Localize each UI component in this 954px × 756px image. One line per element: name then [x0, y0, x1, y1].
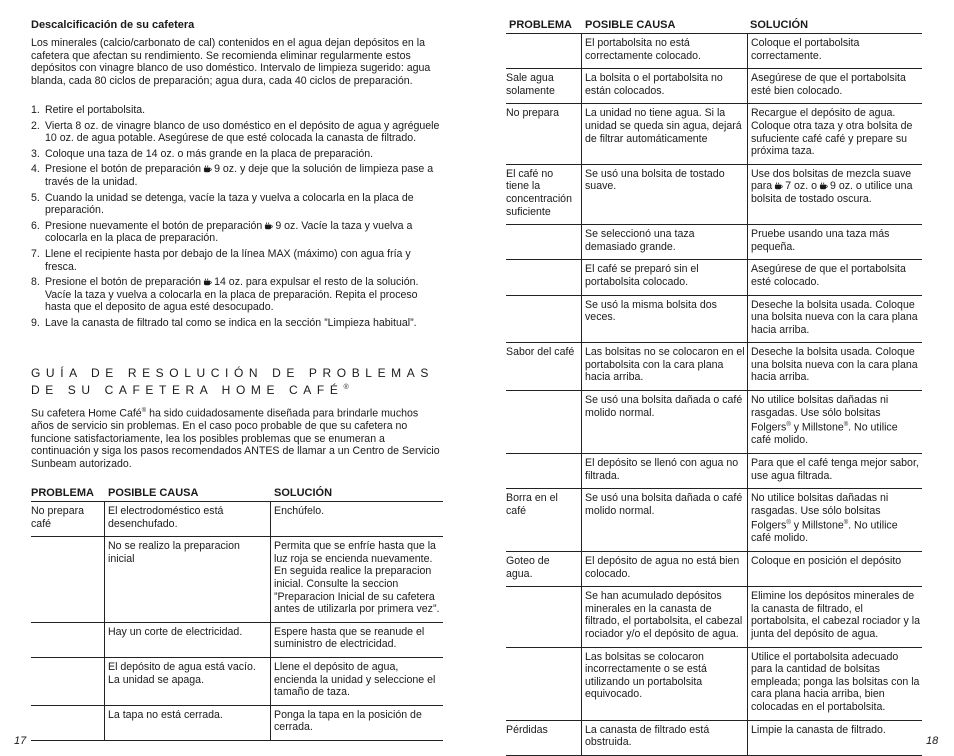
page-number-right: 18: [926, 735, 939, 747]
table-row: [506, 104, 922, 164]
cause-cell: Se usó una bolsita dañada o café molido normal.: [582, 489, 748, 551]
step-item: [31, 248, 443, 273]
table-row: [506, 225, 922, 260]
solution-cell: Espere hasta que se reanude el suministro de electricidad.: [274, 625, 425, 651]
troubleshooting-table-left: [31, 485, 443, 741]
problem-cell: [506, 587, 582, 646]
cause-cell: Se seleccionó una taza demasiado grande.: [582, 225, 748, 259]
cause-cell: No se realizo la preparacion inicial: [105, 537, 271, 622]
table-row: [31, 658, 443, 706]
table-row: [506, 260, 922, 295]
step-item: [31, 276, 443, 314]
solution-cell: Pruebe usando una taza más pequeña.: [751, 228, 890, 253]
coffee-cup-icon: [203, 165, 212, 173]
solution-cell: Deseche la bolsita usada. Coloque una bolsita nueva con la cara plana hacia arriba.: [751, 346, 918, 384]
solution-cell: [748, 391, 922, 453]
solution-cell: Llene el depósito de agua, encienda la unidad y seleccione el tamaño de taza.: [274, 660, 436, 699]
cause-cell: Se usó una bolsita de tostado suave.: [582, 165, 748, 224]
cause-cell: El depósito de agua está vacío. La unidad se apaga.: [105, 658, 271, 705]
cause-cell: Se han acumulado depósitos minerales en la canasta de filtrado, el portabolsita, el cabezal rociador y/o el depósito de agua.: [582, 587, 748, 646]
descaling-intro: Los minerales (calcio/carbonato de cal) contenidos en el agua dejan depósitos en la cafetera que afectan su rendimiento. Se recomienda eliminar regularmente estos depósitos con vinagre blanco de uso doméstico. Intervalo de limpieza sugerido: agua blanda, cada 80 ciclos de preparación; agua dura, cada 40 ciclos de preparación.: [31, 37, 431, 87]
step-number: 4.: [31, 163, 40, 176]
registered-mark: ®: [843, 422, 849, 429]
problem-cell: [31, 537, 105, 622]
solution-cell: Asegúrese de que el portabolsita esté bien colocado.: [751, 72, 906, 97]
step-item: [31, 120, 443, 145]
solution-cell: Elimine los depósitos minerales de la canasta de filtrado, el portabolsita, el cabezal rociador y la junta del depósito de agua.: [751, 590, 921, 641]
table-row: [506, 721, 922, 756]
table-row: [506, 552, 922, 587]
step-text: Vierta 8 oz. de vinagre blanco de uso doméstico en el depósito de agua y agréguele 10 oz. de agua potable. Asegúrese de que esté colocada la canasta de filtrado.: [45, 119, 440, 145]
step-text: 9 oz. y deje que la solución de limpieza pase a través de la unidad.: [45, 163, 434, 188]
step-item: [31, 317, 443, 330]
cause-cell: Se usó una bolsita dañada o café molido normal.: [582, 391, 748, 453]
intro-text: Su cafetera Home Café: [31, 407, 142, 420]
table-row: [31, 623, 443, 658]
cause-cell: El depósito se llenó con agua no filtrada.: [582, 454, 748, 488]
step-number: 1.: [31, 104, 40, 116]
solution-text: 9 oz. o utilice una bolsita de tostado oscura.: [751, 180, 913, 205]
coffee-cup-icon: [819, 182, 828, 190]
step-number: 6.: [31, 219, 40, 232]
problem-cell: Pérdidas: [506, 721, 582, 755]
table-row: [506, 587, 922, 647]
table-row: [506, 69, 922, 104]
problem-cell: Sabor del café: [506, 343, 582, 390]
troubleshooting-title-line2: DE SU CAFETERA HOME CAFÉ: [31, 382, 344, 397]
header-solution: SOLUCIÓN: [274, 487, 333, 499]
solution-text: No utilice bolsitas dañadas ni rasgadas. Use sólo bolsitas Folgers: [751, 492, 889, 532]
step-text: Llene el recipiente hasta por debajo de la línea MAX (máximo) con agua fría y fresca.: [45, 247, 411, 273]
solution-text: y Millstone: [790, 519, 844, 532]
step-number: 5.: [31, 191, 40, 204]
header-cause: POSIBLE CAUSA: [108, 487, 199, 499]
solution-cell: Utilice el portabolsita adecuado para la cantidad de bolsitas empleada; ponga las bolsitas con la cara plana hacia arriba, bien colocadas en el portabolsita.: [751, 650, 920, 713]
problem-cell: [506, 260, 582, 294]
coffee-cup-icon: [203, 278, 212, 286]
table-row: [506, 165, 922, 225]
step-text: 9 oz. Vacíe la taza y vuelva a colocarla en la placa de preparación.: [45, 219, 413, 245]
problem-cell: [31, 623, 105, 657]
table-row: [31, 706, 443, 741]
cause-cell: El portabolsita no está correctamente colocado.: [582, 34, 748, 68]
solution-text: y Millstone: [790, 421, 844, 434]
solution-text: 7 oz. o: [785, 180, 818, 193]
problem-cell: [506, 34, 582, 68]
problem-cell: [506, 391, 582, 453]
troubleshooting-title: [31, 366, 434, 397]
header-solution: SOLUCIÓN: [750, 19, 809, 31]
solution-text: No utilice bolsitas dañadas ni rasgadas. Use sólo bolsitas Folgers: [751, 394, 889, 434]
problem-cell: El café no tiene la concentración suficiente: [506, 165, 582, 224]
table-row: [506, 489, 922, 552]
table-row: [506, 343, 922, 391]
descaling-steps: [31, 104, 443, 333]
cause-cell: Hay un corte de electricidad.: [105, 623, 271, 657]
problem-cell: [506, 296, 582, 343]
solution-cell: Deseche la bolsita usada. Coloque una bolsita nueva con la cara plana hacia arriba.: [751, 298, 918, 336]
step-number: 9.: [31, 316, 40, 329]
solution-text: Use dos bolsitas de mezcla suave para: [751, 167, 912, 193]
problem-cell: [31, 706, 105, 740]
cause-cell: Se usó la misma bolsita dos veces.: [582, 296, 748, 343]
header-problem: PROBLEMA: [509, 19, 572, 31]
table-row: [506, 648, 922, 721]
step-number: 3.: [31, 147, 40, 160]
step-item: [31, 104, 443, 117]
troubleshooting-intro: [31, 405, 443, 471]
problem-cell: Goteo de agua.: [506, 552, 582, 586]
problem-cell: [506, 225, 582, 259]
registered-mark: ®: [343, 383, 349, 391]
step-text: Retire el portabolsita.: [45, 104, 146, 116]
table-row: [506, 454, 922, 489]
header-cause: POSIBLE CAUSA: [585, 19, 676, 31]
cause-cell: El electrodoméstico está desenchufado.: [105, 502, 271, 536]
step-item: [31, 163, 443, 188]
cause-cell: Las bolsitas se colocaron incorrectamente o se está utilizando un portabolsita equivocado.: [582, 648, 748, 720]
registered-mark: ®: [843, 520, 849, 527]
table-header: [506, 17, 922, 34]
solution-cell: Coloque el portabolsita correctamente.: [751, 37, 860, 62]
coffee-cup-icon: [774, 182, 783, 190]
solution-text: . No utilice café molido.: [751, 519, 898, 545]
step-item: [31, 192, 443, 217]
coffee-cup-icon: [264, 222, 273, 230]
cause-cell: La bolsita o el portabolsita no están colocados.: [582, 69, 748, 103]
solution-cell: [748, 165, 922, 224]
step-item: [31, 148, 443, 161]
problem-cell: [506, 648, 582, 720]
step-number: 2.: [31, 119, 40, 132]
solution-cell: Permita que se enfríe hasta que la luz roja se encienda nuevamente. En seguida realice la preparacion inicial. Consulte la seccion ”Preparacion Inicial de su cafetera antes de utilizarla por primera vez”.: [274, 540, 440, 616]
solution-cell: Para que el café tenga mejor sabor, use agua filtrada.: [751, 456, 919, 482]
solution-cell: Recargue el depósito de agua. Coloque otra taza y otra bolsita de sufuciente café café y prepare su próxima taza.: [751, 107, 913, 158]
registered-mark: ®: [786, 520, 791, 527]
step-text: Cuando la unidad se detenga, vacíe la taza y vuelva a colocarla en la placa de preparación.: [45, 191, 414, 217]
problem-cell: Borra en el café: [506, 489, 582, 551]
problem-cell: No prepara: [506, 104, 582, 163]
solution-text: . No utilice café molido.: [751, 421, 898, 447]
registered-mark: ®: [786, 422, 791, 429]
step-text: Lave la canasta de filtrado tal como se indica en la sección ”Limpieza habitual”.: [45, 316, 417, 329]
table-row: [31, 502, 443, 537]
cause-cell: La unidad no tiene agua. Si la unidad se queda sin agua, dejará de filtrar automáticamente: [582, 104, 748, 163]
cause-cell: Las bolsitas no se colocaron en el portabolsita con la cara plana hacia arriba.: [582, 343, 748, 390]
problem-cell: [506, 454, 582, 488]
table-row: [506, 296, 922, 344]
troubleshooting-title-line1: GUÍA DE RESOLUCIÓN DE PROBLEMAS: [31, 366, 434, 380]
solution-cell: Coloque en posición el depósito: [751, 555, 902, 568]
cause-cell: El café se preparó sin el portabolsita colocado.: [582, 260, 748, 294]
step-text: Presione el botón de preparación: [45, 163, 202, 176]
problem-cell: Sale agua solamente: [506, 69, 582, 103]
step-number: 8.: [31, 276, 40, 289]
table-header: [31, 485, 443, 502]
problem-cell: [31, 658, 105, 705]
step-number: 7.: [31, 247, 40, 260]
problem-cell: No prepara café: [31, 502, 105, 536]
solution-cell: [748, 489, 922, 551]
registered-mark: ®: [141, 408, 147, 414]
cause-cell: La tapa no está cerrada.: [105, 706, 271, 740]
table-row: [31, 537, 443, 623]
header-problem: PROBLEMA: [31, 487, 94, 499]
solution-cell: Limpie la canasta de filtrado.: [751, 723, 886, 736]
page-number-left: 17: [14, 735, 27, 747]
intro-text: ha sido cuidadosamente diseñada para brindarle muchos años de servicio sin problemas. En el caso poco probable de que su cafetera no funcione satisfactoriamente, lea los posibles problemas que se enumeran a continuación y siga los pasos recomendados ANTES de llamar a un Centro de Servicio Sunbeam autorizado.: [31, 407, 440, 470]
table-row: [506, 34, 922, 69]
step-text: 14 oz. para expulsar el resto de la solución. Vacíe la taza y vuelva a colocarla en la placa de preparación. Repita el proceso hasta que el deposito de agua esté desocupado.: [45, 276, 419, 314]
step-text: Coloque una taza de 14 oz. o más grande en la placa de preparación.: [45, 147, 374, 160]
table-row: [506, 391, 922, 454]
step-item: [31, 220, 443, 245]
solution-cell: Asegúrese de que el portabolsita esté colocado.: [751, 263, 906, 288]
descaling-title: Descalcificación de su cafetera: [31, 19, 195, 31]
step-text: Presione nuevamente el botón de preparación: [45, 219, 263, 232]
cause-cell: El depósito de agua no está bien colocado.: [582, 552, 748, 586]
troubleshooting-table-right: [506, 17, 922, 756]
solution-cell: Enchúfelo.: [274, 505, 325, 517]
solution-cell: Ponga la tapa en la posición de cerrada.: [274, 708, 422, 734]
step-text: Presione el botón de preparación: [45, 276, 202, 289]
cause-cell: La canasta de filtrado está obstruida.: [582, 721, 748, 755]
